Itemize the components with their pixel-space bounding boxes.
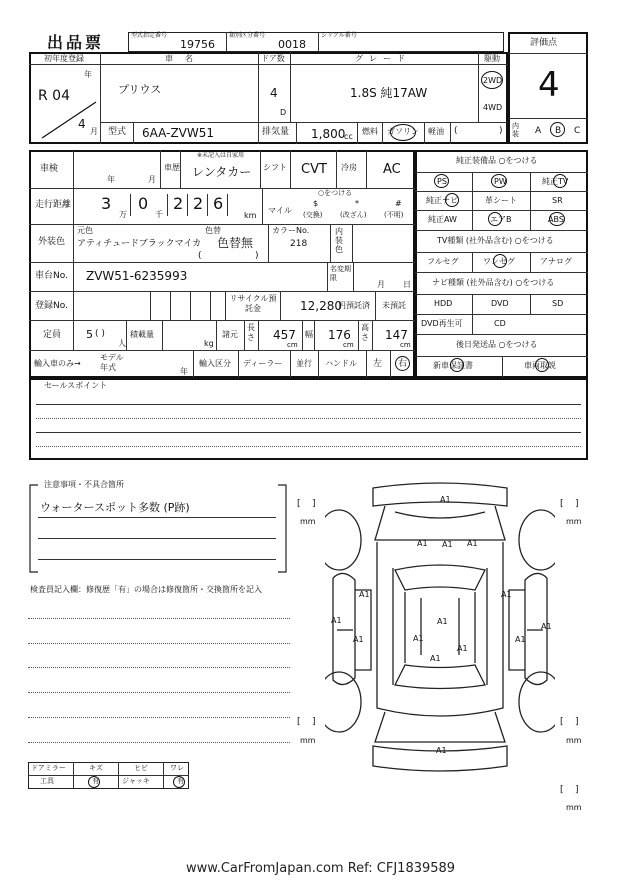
first-reg-month: 4 xyxy=(78,117,86,131)
grade-label: グレード xyxy=(355,54,411,63)
aircon-value: AC xyxy=(383,162,401,177)
mile-unknown: # xyxy=(395,199,402,208)
displacement-label: 排気量 xyxy=(262,127,290,137)
notes-text: ウォータースポット多数 (P跡) xyxy=(40,501,190,514)
fuel-circle xyxy=(390,124,416,141)
color-tone-open: ( xyxy=(198,251,202,261)
equip-sr: SR xyxy=(552,196,563,205)
tv-oneseg-circle xyxy=(493,254,507,268)
mark-front-left: A1 xyxy=(417,539,428,548)
model-cert-value: 19756 xyxy=(180,38,215,51)
tv-analog: アナログ xyxy=(540,257,572,266)
later-title: 後日発送品 ○をつける xyxy=(456,340,538,349)
fuel-other-open: ( xyxy=(454,126,458,136)
later-manual-circle xyxy=(535,358,549,372)
history-note: ※未記入は自家用 xyxy=(197,152,245,159)
color-no-value: 218 xyxy=(290,239,308,249)
interior-c: C xyxy=(574,126,581,136)
mark-rear-bumper: A1 xyxy=(436,746,447,755)
equip-tv-circle xyxy=(553,174,567,188)
handle-label: ハンドル xyxy=(325,359,357,368)
tools-value: 有 xyxy=(92,777,99,785)
doors-suffix: D xyxy=(280,108,287,117)
color-orig-value: アティチュードブラックマイカ xyxy=(77,239,202,249)
name-change-label: 名変期限 xyxy=(330,265,351,282)
month-unit: 月 xyxy=(90,127,98,136)
mark-right-door-front: A1 xyxy=(541,622,552,631)
sales-point-label: セールスポイント xyxy=(44,381,108,390)
tv-fullseg: フルセグ xyxy=(427,257,459,266)
category-label: 類別区分番号 xyxy=(229,32,266,39)
doors-value: 4 xyxy=(270,86,278,100)
year-unit: 年 xyxy=(84,70,92,79)
model-year-unit: 年 xyxy=(180,367,188,376)
capacity-unit: 人 xyxy=(118,339,126,348)
parallel-label: 並行 xyxy=(296,359,312,368)
height-value: 147 xyxy=(385,328,408,342)
import-type-label: 輸入区分 xyxy=(199,359,231,368)
mark-front-right: A1 xyxy=(467,539,478,548)
handle-left: 左 xyxy=(373,359,383,369)
mileage-label: 走行距離 xyxy=(35,200,72,210)
mile-exchange: $ xyxy=(313,199,319,208)
first-reg-label: 初年度登録 xyxy=(44,54,84,63)
mileage-digit-5: 6 xyxy=(213,194,224,213)
equip-airbag: エアB xyxy=(490,215,512,224)
serial-label: シリアル番号 xyxy=(321,32,357,39)
score-label: 評価点 xyxy=(530,38,558,48)
mark-roof-2: A1 xyxy=(413,634,424,643)
drive-4wd: 4WD xyxy=(483,103,503,112)
equip-pw: PW xyxy=(494,177,507,186)
handle-right: 右 xyxy=(398,359,408,369)
equip-navi: 純正ナビ xyxy=(426,196,458,205)
mileage-digit-4: 2 xyxy=(193,194,204,213)
mm-unit-fr: mm xyxy=(566,517,582,526)
interior-label: 内装 xyxy=(512,122,519,138)
width-value: 176 xyxy=(328,328,351,342)
color-tone-value: 色替無 xyxy=(217,236,254,250)
color-tone-label: 色替 xyxy=(205,226,221,235)
later-manual: 車両取説 xyxy=(524,361,556,370)
sales-point-block xyxy=(29,378,588,460)
mm-bracket-rl: [ ] xyxy=(297,717,316,727)
capacity-value: 5 xyxy=(86,328,93,341)
navi-title: ナビ種類 (社外品含む) ○をつける xyxy=(432,278,555,287)
jack-label: ジャッキ xyxy=(122,777,150,785)
height-unit: cm xyxy=(400,341,411,349)
fuel-other-close: ) xyxy=(499,126,503,136)
capacity-paren: ( ) xyxy=(95,329,105,339)
tools-label: 工具 xyxy=(40,777,54,785)
model-year-label: モデル年式 xyxy=(100,353,124,372)
model-cert-label: 型式指定番号 xyxy=(131,32,168,39)
history-value: レンタカー xyxy=(192,165,252,179)
shift-value: CVT xyxy=(301,162,327,177)
kg-unit: kg xyxy=(204,339,214,348)
equip-navi-circle xyxy=(445,193,459,207)
model-value: 6AA-ZVW51 xyxy=(142,126,215,140)
door-mirror-label: ドアミラー xyxy=(31,764,66,772)
capacity-label: 定員 xyxy=(43,330,62,340)
equip-ps: PS xyxy=(437,177,447,186)
light-oil-label: 軽油 xyxy=(428,127,444,136)
mile-tamper-note: (改ざん) xyxy=(340,211,367,219)
crack-label: ヒビ xyxy=(134,764,148,772)
drive-2wd-circle xyxy=(481,71,503,89)
equip-abs-circle xyxy=(549,212,565,226)
mark-left-door-front: A1 xyxy=(331,616,342,625)
mileage-digit-2: 0 xyxy=(138,194,149,213)
mark-right-door-rear: A1 xyxy=(515,635,526,644)
mile-exchange-note: (交換) xyxy=(303,211,323,219)
scratch-label: キズ xyxy=(89,764,103,772)
km-unit: km xyxy=(244,211,257,220)
fuel-value: ガソリン xyxy=(387,127,419,136)
mm-unit-rr: mm xyxy=(566,736,582,745)
mm-unit-rear: mm xyxy=(566,803,582,812)
fuel-label: 燃料 xyxy=(362,127,378,136)
mileage-digit-1: 3 xyxy=(101,194,112,213)
shift-label: シフト xyxy=(263,163,287,172)
man-unit: 万 xyxy=(119,210,127,219)
inspection-month-unit: 月 xyxy=(148,175,156,184)
equipment-title: 純正装備品 ○をつける xyxy=(456,156,538,165)
watermark: www.CarFromJapan.com Ref: CFJ1839589 xyxy=(186,861,456,876)
mark-trunk: A1 xyxy=(430,654,441,663)
equip-leather: 革シート xyxy=(485,196,517,205)
tv-title: TV種類 (社外品含む) ○をつける xyxy=(437,236,554,245)
interior-a: A xyxy=(535,126,542,136)
break-label: ワレ xyxy=(170,764,184,772)
inspector-label: 検査員記入欄：修復歴「有」の場合は修復箇所・交換箇所を記入 xyxy=(30,585,262,594)
height-label: 高さ xyxy=(361,323,369,342)
width-unit: cm xyxy=(343,341,354,349)
equip-tv: 純正TV xyxy=(542,177,569,186)
length-unit: cm xyxy=(287,341,298,349)
interior-b-circle xyxy=(550,122,565,137)
mm-unit-fl: mm xyxy=(300,517,316,526)
chassis-value: ZVW51-6235993 xyxy=(86,269,188,283)
tv-oneseg: ワンセグ xyxy=(483,257,515,266)
mm-bracket-fl: [ ] xyxy=(297,499,316,509)
displacement-value: 1,800 xyxy=(311,127,346,141)
jack-circle xyxy=(173,776,185,788)
first-reg-year: R 04 xyxy=(38,88,70,104)
name-change-month: 月 xyxy=(377,280,385,289)
chassis-label: 車台No. xyxy=(35,271,68,281)
drive-label: 駆動 xyxy=(484,54,500,63)
car-name: プリウス xyxy=(118,83,162,96)
mm-unit-rl: mm xyxy=(300,736,316,745)
reg-no-label: 登録No. xyxy=(35,301,68,311)
mm-bracket-rear: [ ] xyxy=(560,785,579,795)
score-value: 4 xyxy=(538,65,560,105)
load-label: 積載量 xyxy=(130,330,154,339)
size-label: 諸元 xyxy=(222,330,238,339)
aircon-label: 冷房 xyxy=(341,163,357,172)
navi-hdd: HDD xyxy=(434,299,453,308)
navi-dvd: DVD xyxy=(491,299,509,308)
mm-bracket-fr: [ ] xyxy=(560,499,579,509)
equip-pw-circle xyxy=(491,174,507,188)
handle-right-circle xyxy=(395,356,410,371)
mileage-digit-3: 2 xyxy=(173,194,184,213)
later-warranty-circle xyxy=(450,358,464,372)
mile-label: マイル xyxy=(268,206,292,215)
mm-bracket-rr: [ ] xyxy=(560,717,579,727)
dealer-label: ディーラー xyxy=(243,359,283,368)
interior-b: B xyxy=(555,126,562,136)
page-title: 出品票 xyxy=(47,33,105,52)
color-orig-label: 元色 xyxy=(77,226,93,235)
equip-ps-circle xyxy=(434,174,449,188)
mark-hood-center: A1 xyxy=(442,540,453,549)
mark-roof-3: A1 xyxy=(457,644,468,653)
interior-color-label: 内装色 xyxy=(335,227,343,254)
car-diagram xyxy=(325,480,555,780)
name-change-day: 日 xyxy=(403,280,411,289)
mark-roof-1: A1 xyxy=(437,617,448,626)
mark-left-side: A1 xyxy=(359,590,370,599)
grade-value: 1.8S 純17AW xyxy=(350,86,428,100)
thousand-unit: 千 xyxy=(155,210,163,219)
navi-cd: CD xyxy=(494,319,506,328)
jack-value: 有 xyxy=(177,777,184,785)
recycle-label: リサイクル預託金 xyxy=(229,294,277,313)
equip-aw: 純正AW xyxy=(428,215,457,224)
inspection-label: 車検 xyxy=(40,164,59,174)
tools-circle xyxy=(88,776,100,788)
import-only-label: 輸入車のみ→ xyxy=(34,359,81,368)
diagonal-slash xyxy=(38,100,98,140)
model-label: 型式 xyxy=(108,127,127,137)
color-tone-close: ) xyxy=(255,251,259,261)
doors-label: ドア数 xyxy=(261,54,285,63)
history-label: 車歴 xyxy=(164,163,180,172)
mark-front-bumper: A1 xyxy=(440,495,451,504)
notes-bracket xyxy=(28,484,288,574)
recycle-value: 12,280 xyxy=(300,299,342,313)
mile-unknown-note: (不明) xyxy=(384,211,404,219)
mileage-circle-note: ○をつける xyxy=(318,189,353,197)
navi-sd: SD xyxy=(552,299,564,308)
cc-unit: cc xyxy=(344,132,353,141)
color-no-label: カラーNo. xyxy=(272,226,310,235)
navi-dvd-play: DVD再生可 xyxy=(421,319,463,328)
color-row-label: 外装色 xyxy=(38,237,66,247)
category-value: 0018 xyxy=(278,38,306,51)
length-label: 長さ xyxy=(247,323,255,342)
recycle-unit: 円預託済 xyxy=(338,301,370,310)
length-value: 457 xyxy=(273,328,296,342)
inspection-year-unit: 年 xyxy=(107,175,115,184)
recycle-not: 未預託 xyxy=(382,301,406,310)
later-warranty: 新車保証書 xyxy=(433,361,473,370)
drive-2wd: 2WD xyxy=(483,76,503,85)
mark-right-side: A1 xyxy=(501,590,512,599)
mark-left-door-rear: A1 xyxy=(353,635,364,644)
notes-title: 注意事項・不具合箇所 xyxy=(44,480,124,489)
car-name-label: 車名 xyxy=(165,54,205,63)
equip-airbag-circle xyxy=(488,212,502,226)
width-label: 幅 xyxy=(305,330,313,339)
equip-abs: ABS xyxy=(548,215,564,224)
mile-tamper: * xyxy=(355,199,359,208)
